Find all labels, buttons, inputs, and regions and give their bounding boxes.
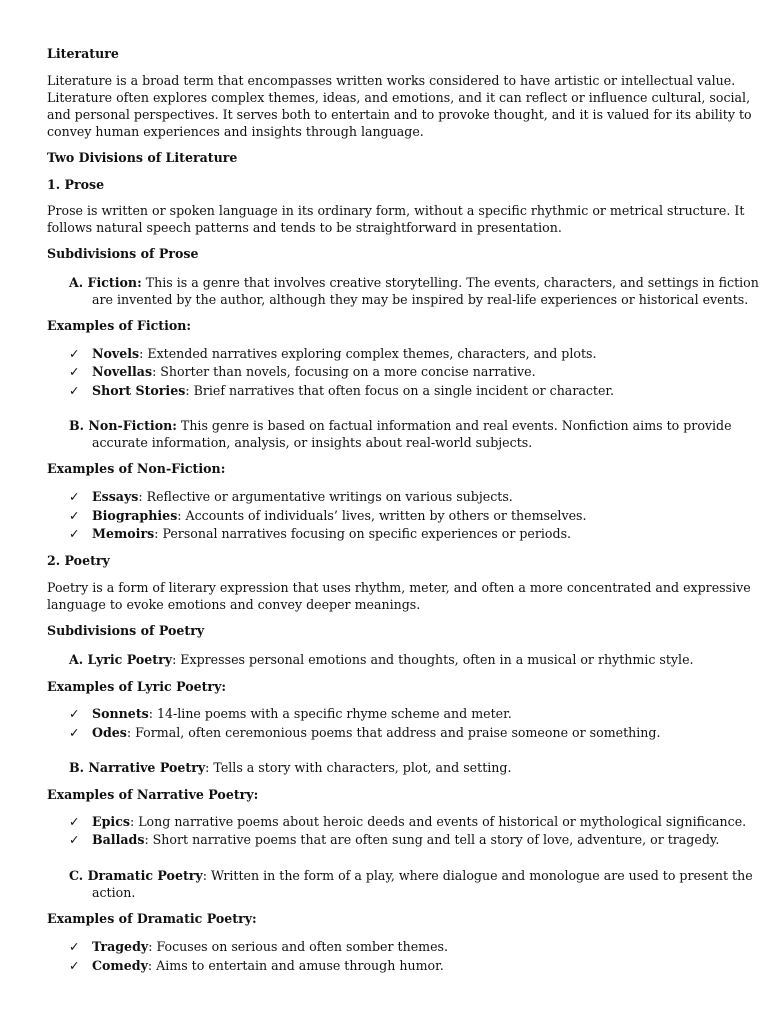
prose-desc-line: follows natural speech patterns and tends to be straightforward in presentation. <box>47 220 562 235</box>
item-desc: : Extended narratives exploring complex themes, characters, and plots. <box>139 346 597 361</box>
checkmark-icon: ✓ <box>69 346 80 361</box>
poetry-desc-line: language to evoke emotions and convey deeper meanings. <box>47 597 421 612</box>
item-term: Epics <box>92 814 130 829</box>
checkmark-icon: ✓ <box>69 489 80 504</box>
fiction-line <box>69 274 759 291</box>
subdivisions-heading: Subdivisions of Prose <box>47 246 199 261</box>
list-item <box>69 525 571 542</box>
item-term: Tragedy <box>92 939 149 954</box>
item-term: Ballads <box>92 832 145 847</box>
lyric-label: A. Lyric Poetry <box>69 652 173 667</box>
dramatic-label: C. Dramatic Poetry <box>69 868 203 883</box>
item-desc: : Reflective or argumentative writings on various subjects. <box>138 489 513 504</box>
section-heading: Two Divisions of Literature <box>47 150 238 165</box>
checkmark-icon: ✓ <box>69 383 80 398</box>
item-term: Sonnets <box>92 706 149 721</box>
narrative-line <box>69 759 511 776</box>
item-desc: : 14-line poems with a specific rhyme scheme and meter. <box>148 706 512 721</box>
checkmark-icon: ✓ <box>69 508 80 523</box>
checkmark-icon: ✓ <box>69 364 80 379</box>
examples-heading: Examples of Lyric Poetry: <box>47 679 227 694</box>
item-desc: : Brief narratives that often focus on a single incident or character. <box>185 383 615 398</box>
checkmark-icon: ✓ <box>69 958 80 973</box>
item-desc: : Long narrative poems about heroic deeds and events of historical or mythological significance. <box>129 814 747 829</box>
subdivisions-heading: Subdivisions of Poetry <box>47 623 205 638</box>
examples-heading: Examples of Fiction: <box>47 318 192 333</box>
item-desc: : Focuses on serious and often somber themes. <box>148 939 449 954</box>
checkmark-icon: ✓ <box>69 725 80 740</box>
poetry-heading: 2. Poetry <box>47 553 110 568</box>
prose-heading: 1. Prose <box>47 177 105 192</box>
item-term: Biographies <box>92 508 178 523</box>
item-term: Short Stories <box>92 383 186 398</box>
dramatic-line-cont: action. <box>92 885 136 900</box>
item-desc: : Personal narratives focusing on specific experiences or periods. <box>154 526 572 541</box>
item-desc: : Aims to entertain and amuse through humor. <box>147 958 444 973</box>
dramatic-text: : Written in the form of a play, where dialogue and monologue are used to present the <box>202 868 753 883</box>
checkmark-icon: ✓ <box>69 814 80 829</box>
intro-line: and personal perspectives. It serves both to entertain and to provoke thought, and it is valued for its ability to <box>47 107 752 122</box>
examples-heading: Examples of Narrative Poetry: <box>47 787 259 802</box>
intro-line: convey human experiences and insights through language. <box>47 124 424 139</box>
list-item <box>69 507 587 524</box>
doc-title: Literature <box>47 46 119 61</box>
item-term: Novels <box>92 346 140 361</box>
item-desc: : Accounts of individuals’ lives, written by others or themselves. <box>177 508 587 523</box>
item-term: Odes <box>92 725 127 740</box>
nonfiction-label: B. Non-Fiction: <box>69 418 177 433</box>
list-item <box>69 382 614 399</box>
examples-heading: Examples of Dramatic Poetry: <box>47 911 257 926</box>
dramatic-line <box>69 867 753 884</box>
nonfiction-line <box>69 417 732 434</box>
list-item <box>69 957 444 974</box>
checkmark-icon: ✓ <box>69 706 80 721</box>
item-term: Memoirs <box>92 526 155 541</box>
checkmark-icon: ✓ <box>69 526 80 541</box>
fiction-label: A. Fiction: <box>69 275 142 290</box>
list-item <box>69 705 512 722</box>
lyric-text: : Expresses personal emotions and thoughts, often in a musical or rhythmic style. <box>172 652 694 667</box>
list-item <box>69 813 746 830</box>
item-desc: : Formal, often ceremonious poems that address and praise someone or something. <box>126 725 661 740</box>
list-item <box>69 488 513 505</box>
item-desc: : Short narrative poems that are often sung and tell a story of love, adventure, or tragedy. <box>144 832 720 847</box>
intro-line: Literature is a broad term that encompasses written works considered to have artistic or intellectual value. <box>47 73 736 88</box>
item-term: Essays <box>92 489 139 504</box>
checkmark-icon: ✓ <box>69 832 80 847</box>
lyric-line <box>69 651 694 668</box>
nonfiction-text: This genre is based on factual information and real events. Nonfiction aims to provide <box>176 418 732 433</box>
poetry-desc-line: Poetry is a form of literary expression that uses rhythm, meter, and often a more concentrated and expressive <box>47 580 751 595</box>
checkmark-icon: ✓ <box>69 939 80 954</box>
examples-heading: Examples of Non-Fiction: <box>47 461 226 476</box>
prose-desc-line: Prose is written or spoken language in its ordinary form, without a specific rhythmic or metrical structure. It <box>47 203 745 218</box>
intro-line: Literature often explores complex themes, ideas, and emotions, and it can reflect or influence cultural, social, <box>47 90 751 105</box>
item-term: Novellas <box>92 364 153 379</box>
list-item <box>69 724 660 741</box>
list-item <box>69 363 536 380</box>
list-item <box>69 831 719 848</box>
narrative-label: B. Narrative Poetry <box>69 760 206 775</box>
fiction-line-cont: are invented by the author, although they may be inspired by real-life experiences or historical events. <box>92 292 749 307</box>
narrative-text: : Tells a story with characters, plot, and setting. <box>205 760 512 775</box>
item-term: Comedy <box>92 958 148 973</box>
nonfiction-line-cont: accurate information, analysis, or insights about real-world subjects. <box>92 435 533 450</box>
list-item <box>69 938 448 955</box>
list-item <box>69 345 596 362</box>
item-desc: : Shorter than novels, focusing on a more concise narrative. <box>152 364 536 379</box>
fiction-text: This is a genre that involves creative storytelling. The events, characters, and settings in fiction <box>141 275 759 290</box>
